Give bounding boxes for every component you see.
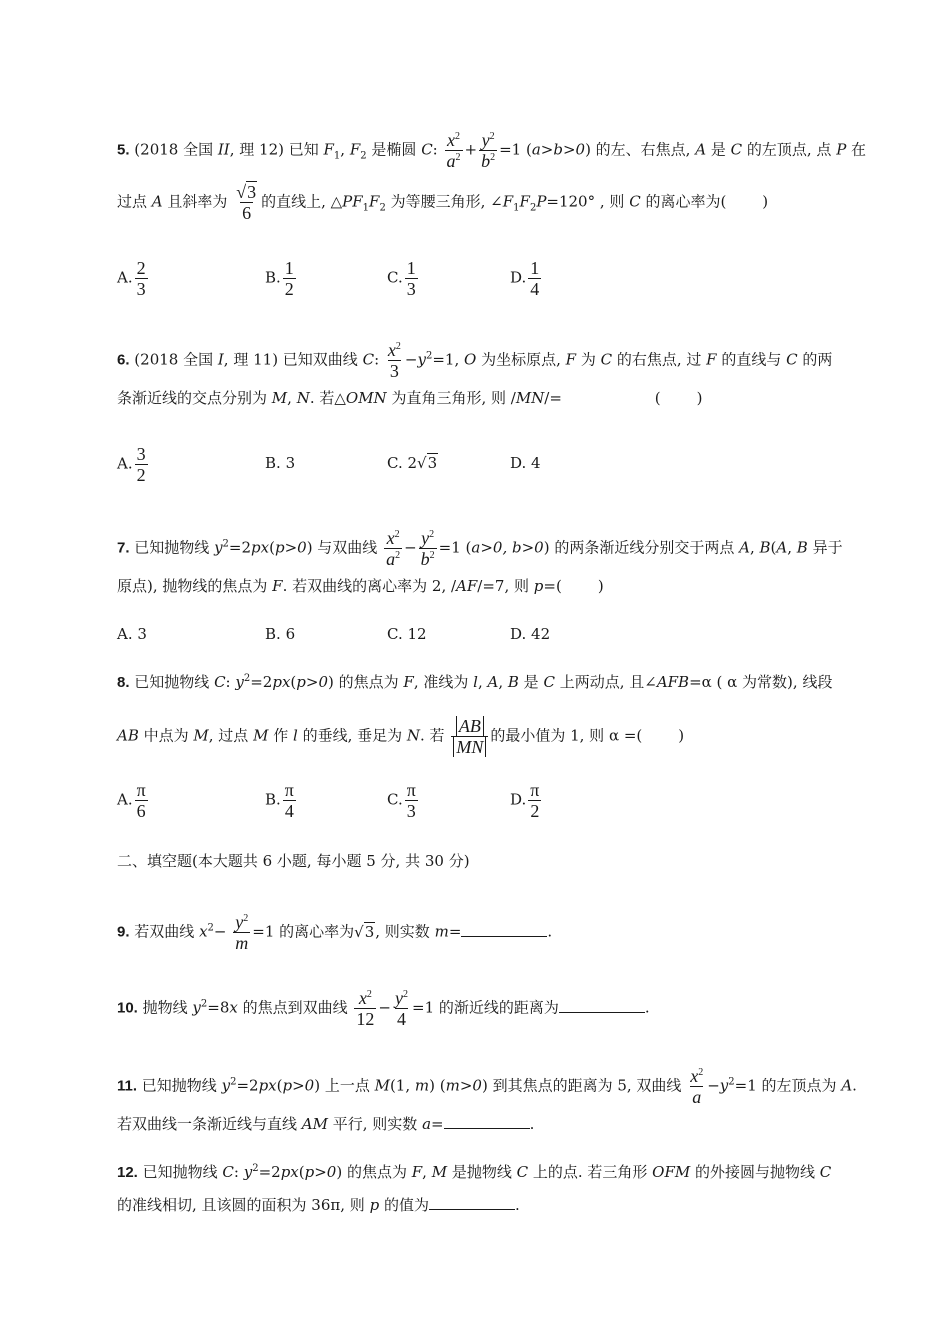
fraction-x2-a2: $\frac{x^2}{a^2}$ <box>446 130 461 171</box>
q9-line: 9. 若双曲线 $x^2-$ $\frac{y^2}{m}$ =1 的离心率为√3, 则实数 m= . <box>117 912 553 953</box>
q8-option-d[interactable]: D. $\frac{\pi}{2}$ <box>510 780 540 821</box>
answer-blank[interactable] <box>461 922 547 937</box>
q6-option-a[interactable]: A. $\frac{3}{2}$ <box>117 444 146 485</box>
fraction-x2-a: $\frac{x^2}{a}$ <box>690 1066 704 1107</box>
question-number: 6. <box>117 351 130 369</box>
q7-line2: 原点), 抛物线的焦点为 F. 若双曲线的离心率为 2, /AF/=7, 则 p=( ) <box>117 577 604 595</box>
q5-option-b[interactable]: B. $\frac{1}{2}$ <box>265 258 294 299</box>
question-number: 10. <box>117 999 138 1017</box>
q8-line2: AB 中点为 M, 过点 M 作 l 的垂线, 垂足为 N. 若 $\frac{AB}{MN}$ 的最小值为 1, 则 α =( ) <box>117 716 685 757</box>
fraction-y2-b2: $\frac{y^2}{b^2}$ <box>420 528 435 569</box>
fraction-y2-m: $\frac{y^2}{m}$ <box>235 912 249 953</box>
answer-blank[interactable] <box>444 1114 530 1129</box>
q5-option-d[interactable]: D. $\frac{1}{4}$ <box>510 258 540 299</box>
fraction-ab-over-mn: $\frac{AB}{MN}$ <box>451 716 488 757</box>
q12-line1: 12. 已知抛物线 C: $y^2=2px(p>0)$ 的焦点为 F, M 是抛物线 C 上的点. 若三角形 OFM 的外接圆与抛物线 C <box>117 1163 832 1181</box>
fraction-x2-3: $\frac{x^2}{3}$ <box>387 340 401 381</box>
q7-line1: 7. 已知抛物线 $y^2=2px(p>0)$ 与双曲线 $\frac{x^2}{a^2}$ − $\frac{y^2}{b^2}$ =1 (a>0, b>0) 的两条渐近线分别交于两点 A, B(A, B 异于 <box>117 528 843 569</box>
q5-line1: 5. (2018 全国 II, 理 12) 已知 $F_1$, $F_2$ 是椭圆 C: $\frac{x^2}{a^2}$ + $\frac{y^2}{b^2}$ =1 (a>b>0) 的左、右焦点, A 是 C 的左顶点, 点 P 在 <box>117 130 867 171</box>
q8-line1: 8. 已知抛物线 C: $y^2=2px(p>0)$ 的焦点为 F, 准线为 l, A, B 是 C 上两动点, 且∠AFB=α ( α 为常数), 线段 <box>117 673 833 691</box>
q7-option-b[interactable]: B. 6 <box>265 625 296 643</box>
question-number: 8. <box>117 674 130 691</box>
q6-line2: 条渐近线的交点分别为 M, N. 若△OMN 为直角三角形, 则 /MN/= ( ) <box>117 389 703 407</box>
question-number: 7. <box>117 539 130 557</box>
q12-line2: 的准线相切, 且该圆的面积为 36π, 则 p 的值为 . <box>117 1196 520 1214</box>
fraction-x2-12: $\frac{x^2}{12}$ <box>356 988 375 1029</box>
q10-line: 10. 抛物线 $y^2=8x$ 的焦点到双曲线 $\frac{x^2}{12}$ − $\frac{y^2}{4}$ =1 的渐近线的距离为 . <box>117 988 650 1029</box>
q5-option-c[interactable]: C. $\frac{1}{3}$ <box>387 258 416 299</box>
section-heading: 二、填空题(本大题共 6 小题, 每小题 5 分, 共 30 分) <box>117 852 470 870</box>
fraction-y2-4: $\frac{y^2}{4}$ <box>395 988 408 1029</box>
q11-line2: 若双曲线一条渐近线与直线 AM 平行, 则实数 a= . <box>117 1115 535 1133</box>
q11-line1: 11. 已知抛物线 $y^2=2px(p>0)$ 上一点 M(1, m) (m>0) 到其焦点的距离为 5, 双曲线 $\frac{x^2}{a}$ $-y^2=1$ 的左顶点为 A. <box>117 1066 857 1107</box>
q7-option-a[interactable]: A. 3 <box>117 625 147 643</box>
q5-option-a[interactable]: A. $\frac{2}{3}$ <box>117 258 146 299</box>
q8-option-c[interactable]: C. $\frac{\pi}{3}$ <box>387 780 416 821</box>
q8-option-b[interactable]: B. $\frac{\pi}{4}$ <box>265 780 294 821</box>
answer-blank[interactable] <box>429 1195 515 1210</box>
question-number: 11. <box>117 1077 138 1095</box>
q6-option-d[interactable]: D. 4 <box>510 454 541 472</box>
fraction-x2-a2: $\frac{x^2}{a^2}$ <box>386 528 401 569</box>
q7-option-d[interactable]: D. 42 <box>510 625 551 643</box>
q6-line1: 6. (2018 全国 I, 理 11) 已知双曲线 C: $\frac{x^2}{3}$ $-y^2=1$, O 为坐标原点, F 为 C 的右焦点, 过 F 的直线与 C 的两 <box>117 340 833 381</box>
question-number: 12. <box>117 1164 138 1181</box>
q8-option-a[interactable]: A. $\frac{\pi}{6}$ <box>117 780 146 821</box>
q7-option-c[interactable]: C. 12 <box>387 625 427 643</box>
question-number: 5. <box>117 141 130 159</box>
q5-line2: 过点 A 且斜率为 $\frac{√3}{6}$ 的直线上, $\triangle PF_1F_2$ 为等腰三角形, $\angle F_1F_2P=120^\circ$ , 则 C 的离心率为( ) <box>117 182 769 223</box>
q6-option-c[interactable]: C. 2√3 <box>387 454 438 472</box>
fraction-sqrt3-6: $\frac{√3}{6}$ <box>236 182 257 223</box>
fraction-y2-b2: $\frac{y^2}{b^2}$ <box>481 130 496 171</box>
answer-blank[interactable] <box>559 998 645 1013</box>
q6-option-b[interactable]: B. 3 <box>265 454 296 472</box>
question-number: 9. <box>117 923 130 941</box>
